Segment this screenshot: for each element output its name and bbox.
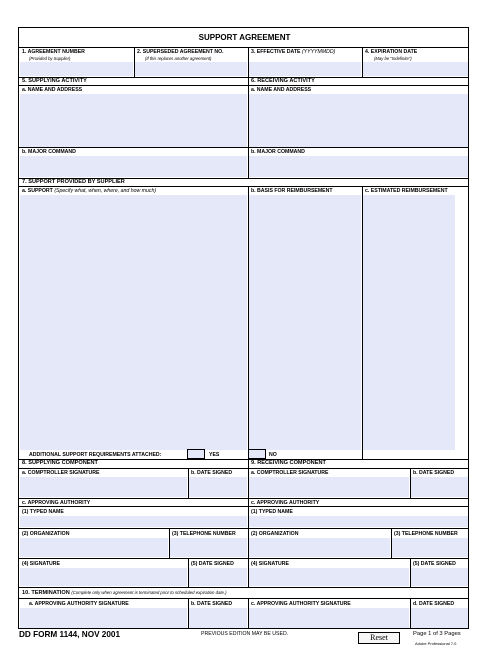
superseded-agreement-label: 2. SUPERSEDED AGREEMENT NO. bbox=[137, 49, 224, 55]
support-description-label-text: a. SUPPORT bbox=[22, 188, 53, 194]
termination-receiver-signature-field[interactable] bbox=[249, 608, 409, 628]
supplier-signature-field[interactable] bbox=[20, 568, 187, 586]
termination-section-label bbox=[22, 589, 227, 597]
termination-note: (Complete only when agreement is terminated prior to scheduled expiration date.) bbox=[71, 590, 227, 595]
supplier-typed-name-input[interactable] bbox=[20, 516, 247, 527]
receiver-comptroller-date-input[interactable] bbox=[411, 477, 468, 497]
additional-yes-label: YES bbox=[209, 452, 220, 458]
basis-reimbursement-label: b. BASIS FOR REIMBURSEMENT bbox=[251, 188, 333, 194]
receiver-approving-authority-label: c. APPROVING AUTHORITY bbox=[251, 500, 320, 506]
receiver-typed-name-input[interactable] bbox=[249, 516, 468, 527]
edition-note: PREVIOUS EDITION MAY BE USED. bbox=[201, 631, 289, 637]
supplier-telephone-label: (3) TELEPHONE NUMBER bbox=[172, 531, 236, 537]
additional-yes-checkbox[interactable] bbox=[187, 449, 205, 459]
expiration-date-note: (May be "Indefinite") bbox=[374, 56, 412, 61]
receiver-telephone-input[interactable] bbox=[392, 538, 468, 557]
receiver-typed-name-label: (1) TYPED NAME bbox=[251, 509, 293, 515]
effective-date-format-note: (YYYYMMDD) bbox=[301, 49, 336, 55]
support-description-input[interactable] bbox=[20, 195, 247, 450]
superseded-agreement-note: (If this replaces another agreement) bbox=[145, 56, 212, 61]
receiving-activity-label: 6. RECEIVING ACTIVITY bbox=[251, 78, 315, 84]
support-description-label bbox=[22, 188, 156, 194]
receiver-name-address-label: a. NAME AND ADDRESS bbox=[251, 87, 312, 93]
support-agreement-form bbox=[18, 27, 469, 629]
superseded-agreement-input[interactable] bbox=[135, 62, 247, 76]
termination-supplier-signature-field[interactable] bbox=[20, 608, 187, 628]
agreement-number-label: 1. AGREEMENT NUMBER bbox=[22, 49, 85, 55]
supplier-name-address-label: a. NAME AND ADDRESS bbox=[22, 87, 83, 93]
supplier-comptroller-signature-label: a. COMPTROLLER SIGNATURE bbox=[22, 470, 100, 476]
termination-supplier-signature-label: a. APPROVING AUTHORITY SIGNATURE bbox=[29, 601, 129, 607]
page-count: Page 1 of 3 Pages bbox=[413, 631, 461, 637]
agreement-number-input[interactable] bbox=[20, 62, 133, 76]
expiration-date-input[interactable] bbox=[363, 62, 468, 76]
form-title: SUPPORT AGREEMENT bbox=[198, 33, 291, 42]
additional-requirements-label: ADDITIONAL SUPPORT REQUIREMENTS ATTACHED: bbox=[29, 452, 162, 458]
estimated-reimbursement-label: c. ESTIMATED REIMBURSEMENT bbox=[365, 188, 448, 194]
supplier-name-address-input[interactable] bbox=[20, 94, 247, 147]
software-note: Adobe Professional 7.0 bbox=[415, 641, 457, 646]
receiver-major-command-input[interactable] bbox=[249, 156, 468, 177]
basis-reimbursement-input[interactable] bbox=[249, 195, 361, 450]
supplier-signature-date-label: (5) DATE SIGNED bbox=[191, 561, 234, 567]
reset-button[interactable]: Reset bbox=[358, 632, 400, 644]
termination-receiver-date-input[interactable] bbox=[411, 608, 468, 628]
effective-date-label bbox=[251, 49, 335, 55]
supplier-comptroller-date-label: b. DATE SIGNED bbox=[191, 470, 233, 476]
supplier-typed-name-label: (1) TYPED NAME bbox=[22, 509, 64, 515]
agreement-number-note: (Provided by Supplier) bbox=[29, 56, 71, 61]
receiver-signature-date-input[interactable] bbox=[411, 568, 468, 586]
termination-receiver-signature-label: c. APPROVING AUTHORITY SIGNATURE bbox=[251, 601, 351, 607]
supplier-comptroller-date-input[interactable] bbox=[189, 477, 247, 497]
receiver-major-command-label: b. MAJOR COMMAND bbox=[251, 149, 305, 155]
supplying-activity-label: 5. SUPPLYING ACTIVITY bbox=[22, 78, 87, 84]
receiver-signature-date-label: (5) DATE SIGNED bbox=[413, 561, 456, 567]
receiver-organization-input[interactable] bbox=[249, 538, 390, 557]
effective-date-input[interactable] bbox=[249, 62, 361, 76]
form-identifier: DD FORM 1144, NOV 2001 bbox=[19, 630, 121, 639]
receiver-comptroller-signature-label: a. COMPTROLLER SIGNATURE bbox=[251, 470, 329, 476]
estimated-reimbursement-input[interactable] bbox=[363, 195, 455, 450]
supplier-signature-date-input[interactable] bbox=[189, 568, 247, 586]
expiration-date-label: 4. EXPIRATION DATE bbox=[365, 49, 418, 55]
additional-no-checkbox[interactable] bbox=[248, 449, 266, 459]
support-provided-label: 7. SUPPORT PROVIDED BY SUPPLIER bbox=[22, 179, 125, 185]
termination-supplier-date-label: b. DATE SIGNED bbox=[191, 601, 233, 607]
receiver-comptroller-date-label: b. DATE SIGNED bbox=[413, 470, 455, 476]
supplier-telephone-input[interactable] bbox=[170, 538, 247, 557]
termination-label: 10. TERMINATION bbox=[22, 590, 70, 596]
receiver-telephone-label: (3) TELEPHONE NUMBER bbox=[394, 531, 458, 537]
supplier-major-command-label: b. MAJOR COMMAND bbox=[22, 149, 76, 155]
receiving-component-label: 9. RECEIVING COMPONENT bbox=[251, 460, 326, 466]
receiver-organization-label: (2) ORGANIZATION bbox=[251, 531, 299, 537]
effective-date-label-text: 3. EFFECTIVE DATE bbox=[251, 49, 301, 55]
supplying-component-label: 8. SUPPLYING COMPONENT bbox=[22, 460, 98, 466]
supplier-signature-label: (4) SIGNATURE bbox=[22, 561, 60, 567]
supplier-approving-authority-label: c. APPROVING AUTHORITY bbox=[22, 500, 91, 506]
termination-supplier-date-input[interactable] bbox=[189, 608, 247, 628]
termination-receiver-date-label: d. DATE SIGNED bbox=[413, 601, 455, 607]
support-description-note: (Specify what, when, where, and how much) bbox=[54, 188, 157, 194]
supplier-organization-label: (2) ORGANIZATION bbox=[22, 531, 70, 537]
receiver-name-address-input[interactable] bbox=[249, 94, 468, 147]
supplier-major-command-input[interactable] bbox=[20, 156, 247, 177]
receiver-comptroller-signature-field[interactable] bbox=[249, 477, 409, 497]
supplier-organization-input[interactable] bbox=[20, 538, 168, 557]
receiver-signature-label: (4) SIGNATURE bbox=[251, 561, 289, 567]
receiver-signature-field[interactable] bbox=[249, 568, 409, 586]
supplier-comptroller-signature-field[interactable] bbox=[20, 477, 187, 497]
additional-no-label: NO bbox=[269, 452, 277, 458]
